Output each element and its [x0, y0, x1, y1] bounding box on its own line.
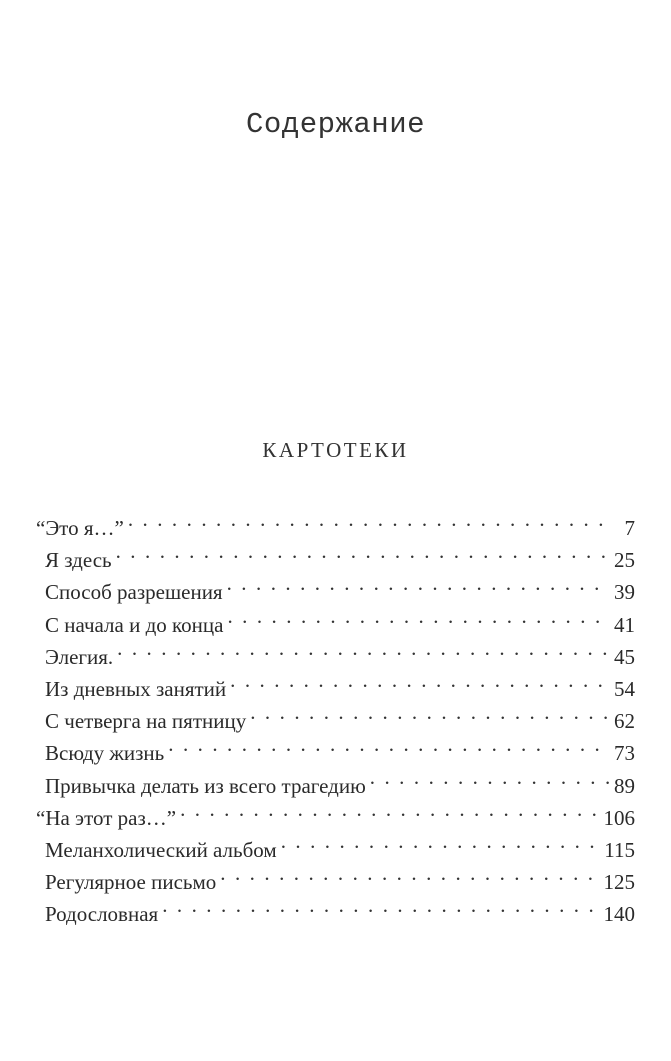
toc-entry[interactable]: [36, 503, 635, 540]
dot-leader: [250, 696, 609, 728]
dot-leader: [168, 728, 609, 760]
toc-entry-page: 54: [614, 676, 635, 701]
dot-leader: [370, 761, 609, 793]
toc-entry[interactable]: [36, 632, 635, 669]
dot-leader: [162, 889, 599, 921]
toc-entry-page: 7: [624, 516, 635, 540]
table-of-contents: [36, 503, 635, 927]
toc-entry-title: Привычка делать из всего трагедию: [45, 773, 366, 798]
toc-entry-page: 89: [614, 773, 635, 798]
dot-leader: [116, 535, 609, 567]
toc-entry-page: 140: [603, 902, 635, 927]
toc-entry-title: С четверга на пятницу: [45, 709, 247, 734]
toc-entry-page: 39: [614, 580, 635, 605]
toc-entry-title: Родословная: [45, 902, 159, 927]
toc-entry-title: Из дневных занятий: [45, 676, 227, 701]
dot-leader: [117, 632, 609, 664]
toc-entry-page: 106: [603, 805, 635, 830]
toc-entry-title: Я здесь: [45, 548, 112, 573]
dot-leader: [180, 793, 599, 825]
dot-leader: [227, 600, 609, 632]
toc-entry[interactable]: [36, 664, 635, 701]
toc-entry-title: Меланхолический альбом: [45, 837, 277, 862]
dot-leader: [220, 857, 599, 889]
toc-entry[interactable]: [36, 567, 635, 605]
toc-entry-page: 45: [614, 644, 635, 669]
dot-leader: [128, 503, 609, 535]
toc-entry-page: 73: [614, 741, 635, 766]
toc-entry-page: 41: [614, 612, 635, 637]
toc-entry-title: С начала и до конца: [45, 612, 224, 637]
toc-entry-title: “Это я…”: [36, 516, 124, 540]
toc-entry-title: Регулярное письмо: [45, 870, 217, 895]
dot-leader: [227, 567, 609, 599]
toc-entry-page: 115: [604, 837, 635, 862]
toc-entry-title: Элегия.: [45, 644, 114, 669]
toc-entry[interactable]: [36, 535, 635, 573]
toc-entry-title: “На этот раз…”: [36, 805, 177, 830]
section-title: КАРТОТЕКИ: [262, 438, 409, 462]
toc-entry-page: 125: [603, 870, 635, 895]
toc-entry-page: 25: [614, 548, 635, 573]
toc-entry-page: 62: [614, 709, 635, 734]
page-title: Содержание: [245, 108, 426, 141]
toc-entry-title: Всюду жизнь: [45, 741, 165, 766]
toc-entry-title: Способ разрешения: [45, 580, 223, 605]
dot-leader: [230, 664, 609, 696]
dot-leader: [281, 825, 601, 857]
